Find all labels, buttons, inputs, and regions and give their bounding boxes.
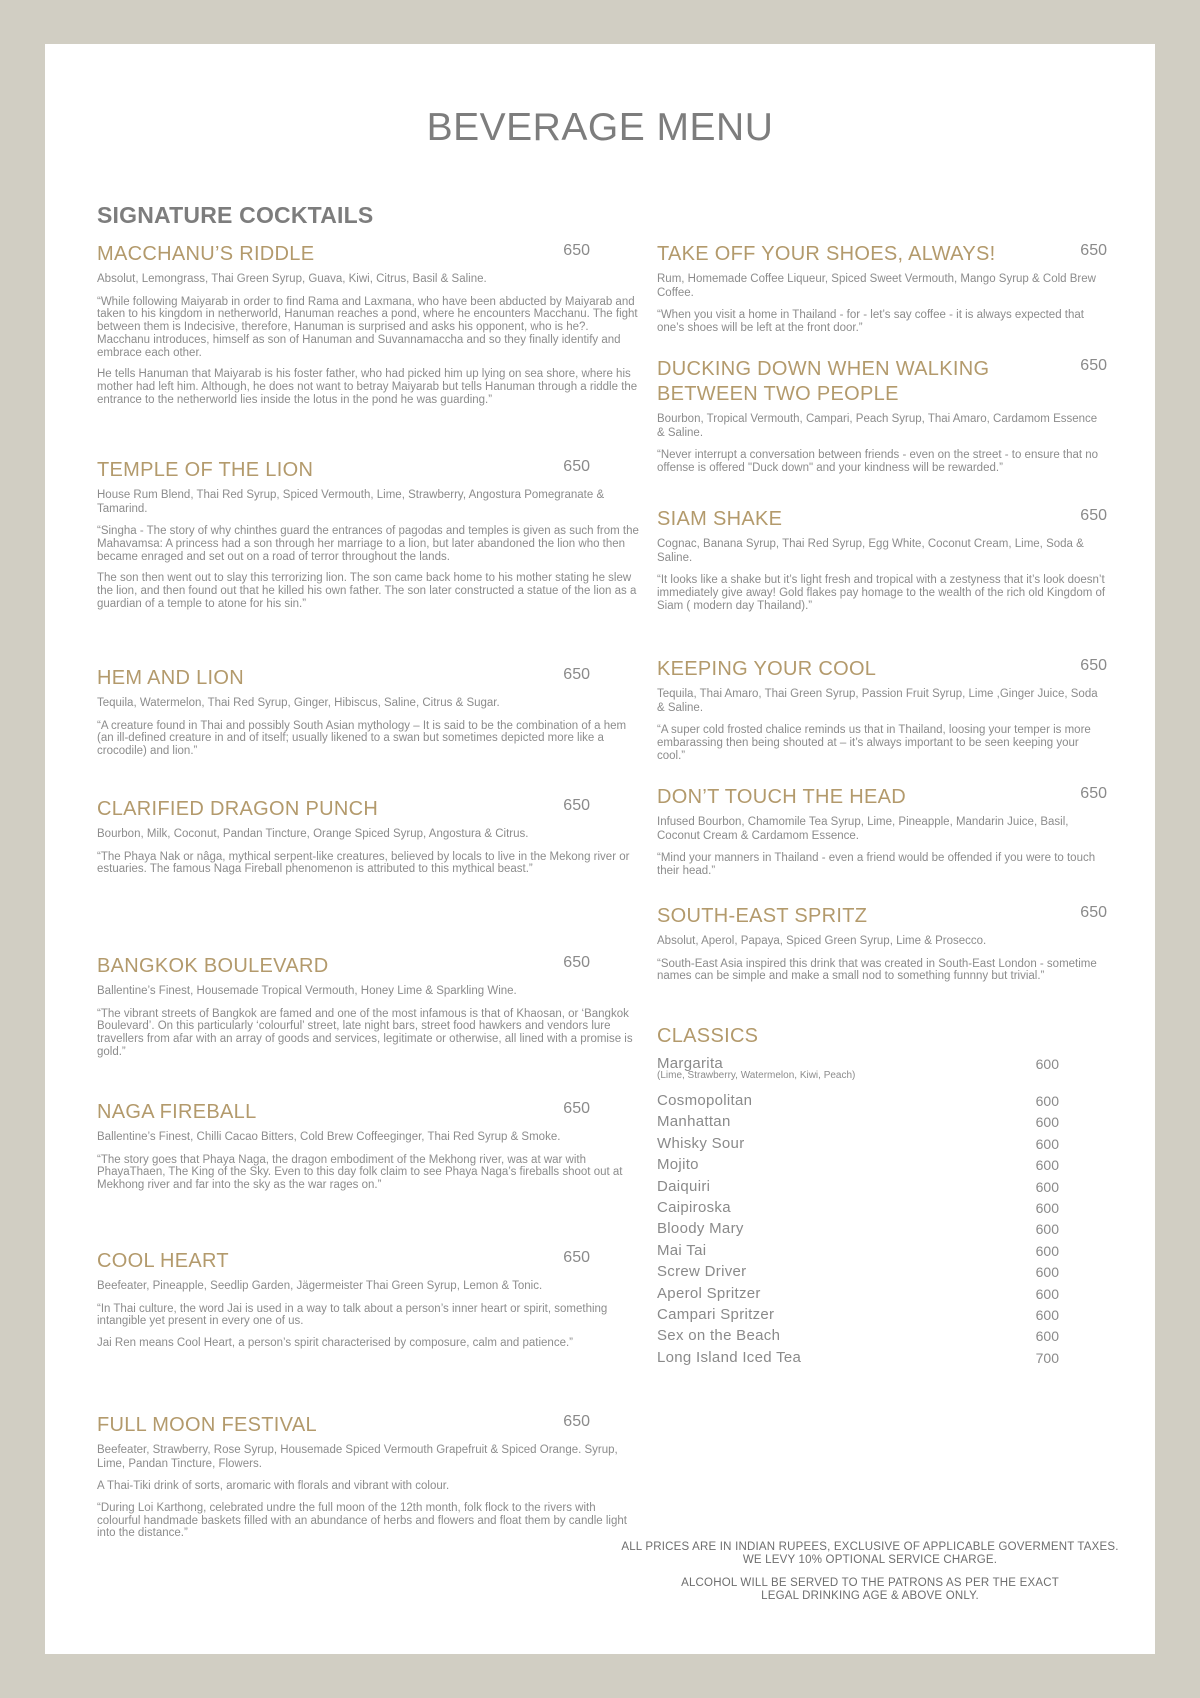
classic-name: Margarita: [657, 1055, 724, 1072]
classic-row: [657, 1306, 1059, 1327]
menu-item: [97, 458, 642, 611]
classic-name: Daiquiri: [657, 1177, 711, 1195]
footer-line: LEGAL DRINKING AGE & ABOVE ONLY.: [761, 1590, 979, 1602]
item-description: “The Phaya Nak or nâga, mythical serpent-like creatures, believed by locals to live in the Mekong river or estuaries. The famous Naga Fireball phenomenon is attributed to this mythical beast.”: [97, 850, 630, 876]
classic-row: [657, 1349, 1059, 1370]
footer-line: ALCOHOL WILL BE SERVED TO THE PATRONS AS PER THE EXACT: [681, 1577, 1059, 1589]
menu-item: [657, 657, 1107, 762]
item-ingredients: Tequila, Watermelon, Thai Red Syrup, Ginger, Hibiscus, Saline, Citrus & Sugar.: [97, 697, 500, 709]
item-ingredients: Tequila, Thai Amaro, Thai Green Syrup, Passion Fruit Syrup, Lime ,Ginger Juice, Soda & Saline.: [657, 688, 1098, 714]
item-name: TAKE OFF YOUR SHOES, ALWAYS!: [657, 243, 996, 265]
classic-price: 600: [1035, 1264, 1059, 1281]
classic-name: Aperol Spritzer: [657, 1284, 761, 1302]
classic-name: Bloody Mary: [657, 1220, 744, 1238]
section-heading-signature: SIGNATURE COCKTAILS: [97, 202, 374, 228]
item-name: HEM AND LION: [97, 667, 244, 689]
classic-row: [657, 1220, 1059, 1241]
menu-page: [45, 44, 1155, 1654]
item-price: 650: [1080, 904, 1107, 921]
classic-note: (Lime, Strawberry, Watermelon, Kiwi, Peach): [657, 1070, 856, 1081]
menu-item: [657, 785, 1107, 878]
classic-row: [657, 1178, 1059, 1199]
menu-item: [97, 1100, 642, 1192]
item-ingredients: Absolut, Aperol, Papaya, Spiced Green Syrup, Lime & Prosecco.: [657, 935, 987, 947]
classic-name: Whisky Sour: [657, 1134, 745, 1152]
classic-row: [657, 1242, 1059, 1263]
item-price: 650: [1080, 357, 1107, 374]
item-description: The son then went out to slay this terrorizing lion. The son came back home to his mother stating he slew the lion, and then found out that he killed his own father. The son later constructed a statue of the lion as a guardian of a temple to atone for his sin.”: [97, 572, 637, 610]
item-price: 650: [563, 666, 590, 683]
classic-price: 600: [1035, 1242, 1059, 1259]
classic-name: Screw Driver: [657, 1263, 747, 1281]
menu-item: [97, 1249, 642, 1350]
footer-line: ALL PRICES ARE IN INDIAN RUPEES, EXCLUSIVE OF APPLICABLE GOVERMENT TAXES.: [621, 1541, 1119, 1553]
classics-heading: CLASSICS: [657, 1025, 759, 1047]
classic-name: Sex on the Beach: [657, 1327, 781, 1345]
classic-name: Mai Tai: [657, 1241, 707, 1259]
item-price: 650: [1080, 507, 1107, 524]
menu-item: [657, 904, 1107, 983]
item-description: “Never interrupt a conversation between friends - even on the street - to ensure that no offense is offered "Duck down" and your kindness will be rewarded.”: [657, 449, 1099, 474]
menu-item: [97, 954, 642, 1059]
classic-name: Cosmopolitan: [657, 1092, 753, 1109]
classic-row: [657, 1327, 1059, 1348]
classic-name: Caipiroska: [657, 1198, 731, 1216]
item-ingredients: Ballentine’s Finest, Chilli Cacao Bitters, Cold Brew Coffeeginger, Thai Red Syrup & Smoke.: [97, 1131, 561, 1143]
menu-item: [657, 357, 1107, 475]
item-ingredients: House Rum Blend, Thai Red Syrup, Spiced Vermouth, Lime, Strawberry, Angostura Pomegranate & Tamarind.: [97, 489, 605, 515]
item-ingredients: Bourbon, Milk, Coconut, Pandan Tincture, Orange Spiced Syrup, Angostura & Citrus.: [97, 828, 529, 840]
classic-row: [657, 1285, 1059, 1306]
page-title: BEVERAGE MENU: [426, 106, 774, 149]
item-description: “The vibrant streets of Bangkok are famed and one of the most infamous is that of Khaosan, or ‘Bangkok Boulevard’. On this particularly ‘colourful’ street, late night bars, street food hawkers and vendors lure travellers from afar with an array of goods and services, legitimate or otherwise, all lined with a promise is gold.”: [97, 1007, 633, 1058]
item-description: “It looks like a shake but it’s light fresh and tropical with a zestyness that it’s look doesn’t immediately give away! Gold flakes pay homage to the wealth of the rich old Kingdom of Siam ( modern day Thailand).”: [657, 574, 1106, 612]
item-ingredients: Infused Bourbon, Chamomile Tea Syrup, Lime, Pineapple, Mandarin Juice, Basil, Coconut Cream & Cardamom Essence.: [657, 816, 1069, 842]
item-ingredients: Beefeater, Pineapple, Seedlip Garden, Jägermeister Thai Green Syrup, Lemon & Tonic.: [97, 1280, 543, 1292]
item-description: A Thai-Tiki drink of sorts, aromaric with florals and vibrant with colour.: [97, 1480, 450, 1492]
item-description: “Mind your manners in Thailand - even a friend would be offended if you were to touch their head.”: [657, 852, 1096, 877]
item-price: 650: [563, 1100, 590, 1117]
menu-item: [97, 666, 642, 758]
classic-price: 600: [1035, 1199, 1059, 1216]
menu-item: [657, 242, 1107, 335]
classic-row: [657, 1055, 1059, 1092]
classic-price: 600: [1035, 1135, 1059, 1152]
item-description: “The story goes that Phaya Naga, the dragon embodiment of the Mekhong river, was at war with PhayaThaen, The King of the Sky. Even to this day folk claim to see Phaya Naga’s fireballs shoot out at Mekhong river and far into the sky as the war rages on.”: [97, 1153, 623, 1192]
item-ingredients: Beefeater, Strawberry, Rose Syrup, Housemade Spiced Vermouth Grapefruit & Spiced Orange. Syrup, Lime, Pandan Tincture, Flowers.: [97, 1444, 618, 1470]
item-description: “South-East Asia inspired this drink that was created in South-East London - sometime names can be simple and make a small nod to something funnny but trivial.”: [657, 957, 1097, 983]
item-ingredients: Ballentine’s Finest, Housemade Tropical Vermouth, Honey Lime & Sparkling Wine.: [97, 985, 517, 997]
item-price: 650: [1080, 657, 1107, 674]
item-ingredients: Absolut, Lemongrass, Thai Green Syrup, Guava, Kiwi, Citrus, Basil & Saline.: [97, 273, 487, 285]
item-description: “During Loi Karthong, celebrated undre the full moon of the 12th month, folk flock to the rivers with colourful handmade baskets filled with an abundance of herbs and flowers and float them by candle light into the distance.”: [97, 1501, 627, 1540]
item-name: SOUTH-EAST SPRITZ: [657, 905, 868, 927]
item-description: “A super cold frosted chalice reminds us that in Thailand, loosing your temper is more embarassing then being shouted at – it’s always important to be seen keeping your cool.”: [657, 724, 1091, 762]
classic-row: [657, 1092, 1059, 1113]
item-name: SIAM SHAKE: [657, 508, 783, 530]
menu-item: [97, 797, 642, 876]
menu-item: [97, 242, 642, 407]
classic-price: 600: [1035, 1285, 1059, 1302]
item-price: 650: [563, 797, 590, 814]
classic-price: 600: [1035, 1157, 1059, 1174]
footer-line: WE LEVY 10% OPTIONAL SERVICE CHARGE.: [742, 1554, 998, 1566]
item-description: Jai Ren means Cool Heart, a person’s spirit characterised by composure, calm and patience.”: [97, 1337, 573, 1350]
classic-row: [657, 1263, 1059, 1284]
footer-notice: [615, 1541, 1125, 1613]
item-name: DUCKING DOWN WHEN WALKING BETWEEN TWO PEOPLE: [657, 358, 990, 405]
item-name: CLARIFIED DRAGON PUNCH: [97, 798, 379, 820]
item-name: TEMPLE OF THE LION: [97, 459, 314, 481]
classic-row: [657, 1135, 1059, 1156]
item-name: BANGKOK BOULEVARD: [97, 955, 329, 977]
item-description: He tells Hanuman that Maiyarab is his foster father, who had picked him up lying on sea shore, where his mother had left him. Although, he does not want to betray Maiyarab but tells Hanuman through a riddle the entrance to the netherworld lies inside the lotus in the pond he was guarding.”: [97, 368, 638, 407]
classic-price: 600: [1035, 1306, 1059, 1323]
item-name: MACCHANU’S RIDDLE: [97, 243, 315, 265]
classic-price: 600: [1035, 1056, 1059, 1072]
item-price: 650: [563, 1249, 590, 1266]
item-price: 650: [563, 242, 590, 259]
item-ingredients: Cognac, Banana Syrup, Thai Red Syrup, Egg White, Coconut Cream, Lime, Soda & Saline.: [657, 538, 1084, 564]
menu-item: [97, 1413, 642, 1540]
classic-name: Campari Spritzer: [657, 1305, 775, 1323]
item-description: “Singha - The story of why chinthes guard the entrances of pagodas and temples is given as such from the Mahavamsa: A princess had a son through her marriage to a lion, but later abandoned the lion who then became enraged and set out on a road of terror throughout the lands.: [97, 525, 639, 563]
item-description: “In Thai culture, the word Jai is used in a way to talk about a person’s inner heart or spirit, something intangible yet present in every one of us.: [97, 1302, 608, 1328]
classic-price: 600: [1035, 1093, 1059, 1109]
item-ingredients: Bourbon, Tropical Vermouth, Campari, Peach Syrup, Thai Amaro, Cardamom Essence & Saline.: [657, 413, 1098, 439]
item-price: 650: [563, 458, 590, 475]
item-price: 650: [1080, 785, 1107, 802]
classic-name: Mojito: [657, 1156, 699, 1174]
classic-price: 600: [1035, 1328, 1059, 1345]
item-name: DON’T TOUCH THE HEAD: [657, 786, 906, 808]
classic-row: [657, 1113, 1059, 1134]
classic-row: [657, 1199, 1059, 1220]
menu-item: [657, 507, 1107, 612]
item-name: NAGA FIREBALL: [97, 1101, 257, 1123]
classic-name: Long Island Iced Tea: [657, 1348, 802, 1366]
classic-price: 600: [1035, 1221, 1059, 1238]
item-price: 650: [563, 954, 590, 971]
item-ingredients: Rum, Homemade Coffee Liqueur, Spiced Sweet Vermouth, Mango Syrup & Cold Brew Coffee.: [657, 273, 1096, 299]
classic-price: 700: [1035, 1349, 1059, 1366]
item-description: “When you visit a home in Thailand - for - let’s say coffee - it is always expected that one’s shoes will be left at the front door.”: [657, 309, 1084, 334]
item-name: FULL MOON FESTIVAL: [97, 1414, 317, 1436]
item-name: COOL HEART: [97, 1250, 229, 1272]
classic-price: 600: [1035, 1178, 1059, 1195]
item-price: 650: [1080, 242, 1107, 259]
classics-list: [657, 1055, 1059, 1370]
classic-row: [657, 1156, 1059, 1177]
classic-name: Manhattan: [657, 1113, 731, 1131]
item-name: KEEPING YOUR COOL: [657, 658, 877, 680]
item-description: “While following Maiyarab in order to find Rama and Laxmana, who have been abducted by Maiyarab and taken to his kingdom in netherworld, Hanuman reaches a pond, where he encounters Macchanu. The fight between them is Indecisive, therefore, Hanuman is surprised and asks his opponent, who is he?. Macchanu introduces, himself as son of Hanuman and Suvannamaccha and so they finally identify and embrace each other.: [97, 295, 638, 359]
item-description: “A creature found in Thai and possibly South Asian mythology – It is said to be the combination of a hem (an ill-defined creature in and of itself; usually likened to a swan but sometimes depicted more like a crocodile) and lion.”: [97, 719, 627, 758]
classic-price: 600: [1035, 1114, 1059, 1131]
item-price: 650: [563, 1413, 590, 1430]
